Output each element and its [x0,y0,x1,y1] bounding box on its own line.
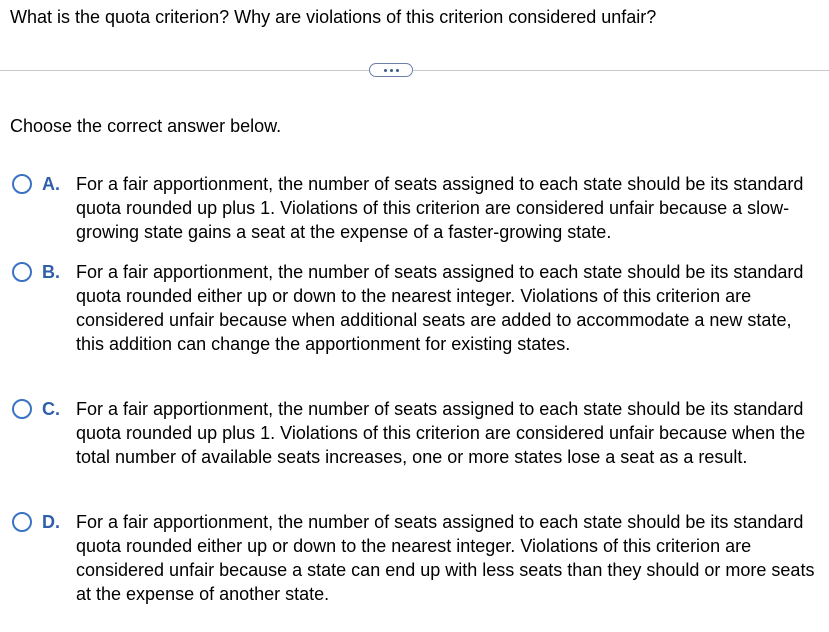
question-text: What is the quota criterion? Why are violations of this criterion considered unfair? [10,7,657,27]
divider [0,70,829,71]
instruction-text: Choose the correct answer below. [10,116,282,136]
option-letter: A. [42,174,60,194]
ellipsis-icon [384,69,387,72]
ellipsis-icon [396,69,399,72]
radio-button-d[interactable] [12,512,32,532]
option-text: For a fair apportionment, the number of seats assigned to each state should be its standard quota rounded up plus 1. Violations of this criterion are considered unfair because when the total number of available seats increases, one or more states lose a seat as a result. [76,399,806,467]
radio-button-b[interactable] [12,262,32,282]
option-text: For a fair apportionment, the number of seats assigned to each state should be its standard quota rounded up plus 1. Violations of this criterion are considered unfair because a slow-growing state gains a seat at the expense of a faster-growing state. [76,174,804,242]
option-letter: C. [42,399,60,419]
option-letter: B. [42,262,60,282]
ellipsis-icon [390,69,393,72]
option-text: For a fair apportionment, the number of seats assigned to each state should be its standard quota rounded either up or down to the nearest integer. Violations of this criterion are considered unfair because a state can end up with less seats than they should or more seats at the expense of another state. [76,512,815,604]
option-text: For a fair apportionment, the number of seats assigned to each state should be its standard quota rounded either up or down to the nearest integer. Violations of this criterion are considered unfair because when additional seats are added to accommodate a new state, this addition can change the apportionment for existing states. [76,262,804,354]
expand-more-button[interactable] [369,63,413,77]
radio-button-c[interactable] [12,399,32,419]
radio-button-a[interactable] [12,174,32,194]
option-letter: D. [42,512,60,532]
